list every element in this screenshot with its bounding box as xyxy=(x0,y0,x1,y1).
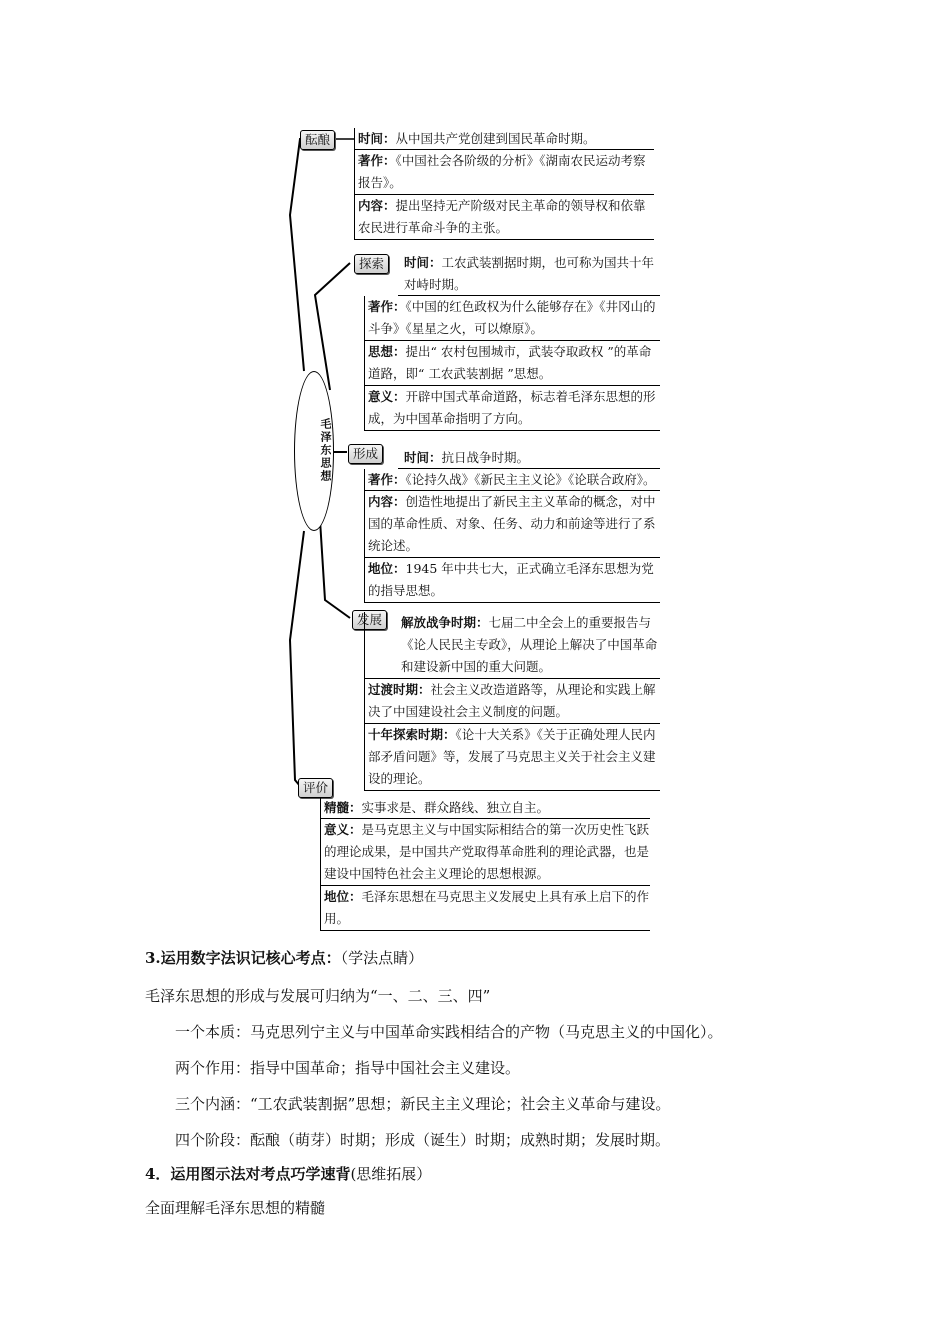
text: 是马克思主义与中国实际相结合的第一次历史性飞跃的理论成果，是中国共产党取得革命胜利的理论武器，也是建设中国特色社会主义理论的思想根源。 xyxy=(324,822,650,881)
branch2-significance xyxy=(364,386,660,431)
section4-heading: 4．运用图示法对考点巧学速背 xyxy=(145,1165,351,1183)
label: 地位： xyxy=(368,561,406,576)
section3-item: 三个内涵：“工农武装割据”思想；新民主主义理论；社会主义革命与建设。 xyxy=(175,1095,671,1113)
text: 《中国社会各阶级的分析》《湖南农民运动考察报告》。 xyxy=(358,153,646,190)
branch3-works xyxy=(364,469,660,491)
section3-item: 四个阶段：酝酿（萌芽）时期；形成（诞生）时期；成熟时期；发展时期。 xyxy=(175,1131,671,1149)
text: 工农武装割据时期，也可称为国共十年对峙时期。 xyxy=(404,255,655,292)
label: 过渡时期： xyxy=(368,682,431,697)
text: 抗日战争时期。 xyxy=(441,450,530,465)
branch4-ten-years xyxy=(364,724,660,791)
label: 内容： xyxy=(358,198,396,213)
text: 实事求是、群众路线、独立自主。 xyxy=(361,800,550,815)
section4-note: (思维拓展） xyxy=(350,1165,432,1183)
text: 《论十大关系》《关于正确处理人民内部矛盾问题》等，发展了马克思主义关于社会主义建设的理论。 xyxy=(368,727,656,786)
section3-item: 两个作用：指导中国革命；指导中国社会主义建设。 xyxy=(175,1059,521,1077)
branch-tag-xingcheng: 形成 xyxy=(348,444,383,464)
label: 内容： xyxy=(368,494,406,509)
label: 时间： xyxy=(404,450,442,465)
section4-intro: 全面理解毛泽东思想的精髓 xyxy=(145,1199,326,1217)
text: 《论持久战》《新民主主义论》《论联合政府》。 xyxy=(405,472,656,487)
text: 从中国共产党创建到国民革命时期。 xyxy=(395,131,596,146)
branch2-idea xyxy=(364,341,660,386)
section4-heading-line xyxy=(145,1164,431,1184)
section3-intro: 毛泽东思想的形成与发展可归纳为“一、二、三、四” xyxy=(145,987,491,1005)
label: 时间： xyxy=(358,131,396,146)
text: 提出“ 农村包围城市，武装夺取政权 ”的革命道路，即“ 工农武装割据 ”思想。 xyxy=(368,344,652,381)
text: 1945 年中共七大，正式确立毛泽东思想为党的指导思想。 xyxy=(368,561,654,598)
branch2-time xyxy=(398,252,660,296)
branch3-status xyxy=(364,558,660,603)
branch3-time xyxy=(398,447,660,469)
text: 社会主义改造道路等，从理论和实践上解决了中国建设社会主义制度的问题。 xyxy=(368,682,656,719)
text: 开辟中国式革命道路，标志着毛泽东思想的形成，为中国革命指明了方向。 xyxy=(368,389,656,426)
label: 著作： xyxy=(358,153,396,168)
text: 提出坚持无产阶级对民主革命的领导权和依靠农民进行革命斗争的主张。 xyxy=(358,198,646,235)
branch5-essence xyxy=(320,797,650,819)
text: 创造性地提出了新民主主义革命的概念，对中国的革命性质、对象、任务、动力和前途等进行了系统论述。 xyxy=(368,494,656,553)
text: 《中国的红色政权为什么能够存在》《井冈山的斗争》《星星之火，可以燎原》。 xyxy=(368,299,656,336)
label: 地位： xyxy=(324,889,362,904)
text: 毛泽东思想在马克思主义发展史上具有承上启下的作用。 xyxy=(324,889,650,926)
branch3-content xyxy=(364,491,660,558)
section3-note: （学法点睛） xyxy=(340,949,424,967)
branch4-transition xyxy=(364,679,660,724)
label: 精髓： xyxy=(324,800,362,815)
label: 时间： xyxy=(404,255,442,270)
label: 著作： xyxy=(368,299,406,314)
branch5-status xyxy=(320,886,650,931)
branch2-works xyxy=(364,296,660,341)
label: 解放战争时期： xyxy=(401,615,489,630)
section3-heading: 3.运用数字法识记核心考点： xyxy=(145,949,341,967)
branch-tag-pingjia: 评价 xyxy=(298,778,333,798)
section3-item: 一个本质：马克思列宁主义与中国革命实践相结合的产物（马克思主义的中国化）。 xyxy=(175,1023,723,1041)
label: 十年探索时期： xyxy=(368,727,456,742)
center-node xyxy=(294,371,334,531)
branch-tag-fazhan: 发展 xyxy=(352,610,387,630)
branch5-significance xyxy=(320,819,650,886)
branch4-liberation xyxy=(364,612,660,679)
label: 意义： xyxy=(324,822,362,837)
label: 意义： xyxy=(368,389,406,404)
branch-tag-yunniang: 酝酿 xyxy=(300,130,335,150)
center-node-label: 毛泽东思想 xyxy=(319,418,332,483)
branch1-time xyxy=(354,128,654,150)
label: 著作： xyxy=(368,472,406,487)
section3-heading-line xyxy=(145,948,423,968)
label: 思想： xyxy=(368,344,406,359)
branch-tag-tansuo: 探索 xyxy=(354,254,389,274)
branch1-works xyxy=(354,150,654,195)
text: 七届二中全会上的重要报告与《论人民民主专政》，从理论上解决了中国革命和建设新中国的重大问题。 xyxy=(401,615,658,674)
branch1-content xyxy=(354,195,654,240)
